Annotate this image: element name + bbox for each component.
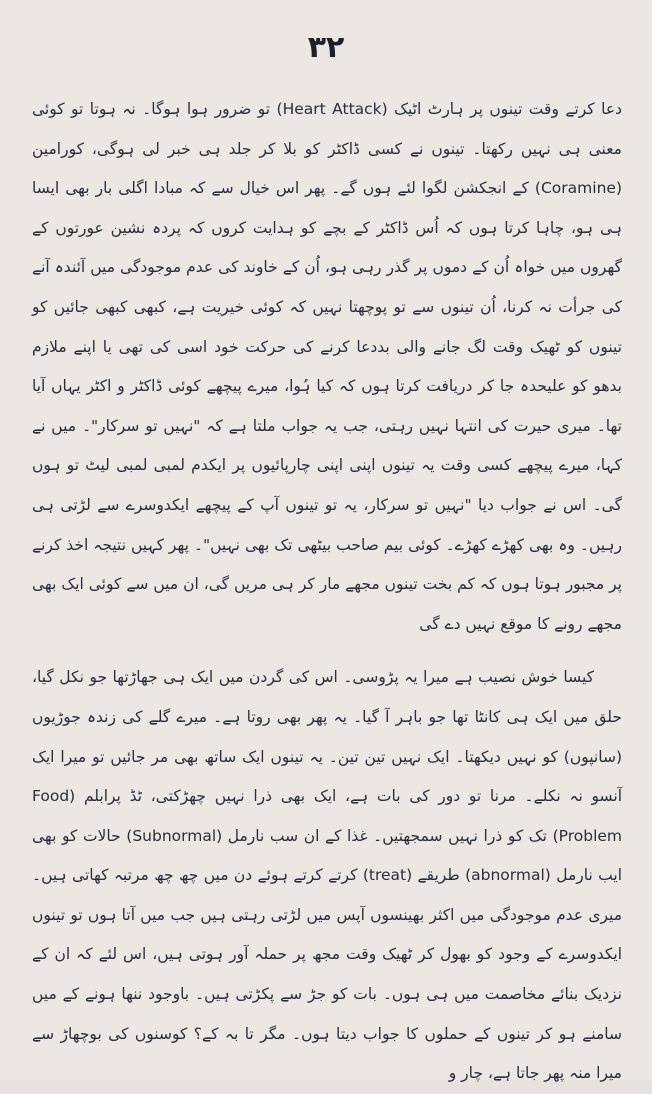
paragraph-1: دعا کرتے وقت تینوں پر ہارٹ اٹیک (Heart Attack) تو ضرور ہوا ہوگا۔ نہ ہوتا تو کوئی معنی ہی نہیں رکھتا۔ تینوں نے کسی ڈاکٹر کو بلا کر جلد ہی خبر لی ہوگی، کورامین (Coramine) کے انجکشن لگوا لئے ہوں گے۔ پھر اس خیال سے کہ مبادا اگلی بار بھی ایسا ہی ہو، چاہا کرتا ہوں کہ اُس ڈاکٹر کے بچے کو ہدایت کروں کہ پردہ نشین عورتوں کے گھروں میں خواہ اُن کے دموں پر گذر رہی ہو، اُن کے خاوند کی عدم موجودگی میں آئندہ آنے کی جرأت نہ کرنا، اُن تینوں سے تو پوچھتا نہیں کہ کوئی خیریت ہے، کبھی کبھی جائیں کو تینوں کو ٹھیک وقت لگ جانے والی بددعا کرنے کی حرکت خود اسی کی تھی یا اپنے ملازم بدھو کو علیحدہ جا کر دریافت کرتا ہوں کہ کیا ہُوا، میرے پیچھے کوئی ڈاکٹر و اکٹر یہاں آیا تھا۔ میری حیرت کی انتہا نہیں رہتی، جب یہ جواب ملتا ہے کہ "نہیں تو سرکار"۔ میں نے کہا، میرے پیچھے کسی وقت یہ تینوں اپنی اپنی چارپائیوں پر ایکدم لمبی لمبی لیٹ تو ہوں گی۔ اس نے جواب دیا "نہیں تو سرکار، یہ تو تینوں آپ کے پیچھے ایکدوسرے سے لڑتی ہی رہیں۔ وہ بھی کھڑے کھڑے۔ کوئی بیم صاحب بیٹھی تک بھی نہیں"۔ پھر کہیں نتیجہ اخذ کرنے پر مجبور ہوتا ہوں کہ کم بخت تینوں مجھے مار کر ہی مریں گی، ان میں سے کوئی ایک بھی مجھے رونے کا موقع نہیں دے گی bbox=[32, 100, 622, 633]
paragraph-2: کیسا خوش نصیب ہے میرا یہ پڑوسی۔ اس کی گردن میں ایک ہی جھاڑتھا جو نکل گیا، حلق میں ایک ہی کانٹا تھا جو باہر آ گیا۔ یہ پھر بھی روتا ہے۔ میرے گلے کی زندہ جوڑیوں (سانپوں) کو نہیں دیکھتا۔ ایک نہیں تین تین۔ یہ تینوں ایک ساتھ بھی مر جائیں تو میرا ایک آنسو نہ نکلے۔ مرنا تو دور کی بات ہے، ایک بھی ذرا نہیں چھڑکتی، ٹڈ پرابلم (Food Problem) تک کو ذرا نہیں سمجھتیں۔ غذا کے ان سب نارمل (Subnormal) حالات کو بھی ایب نارمل (abnormal) طریقے (treat) کرتے کرتے ہوئے دن میں چھ چھ مرتبہ کھاتی ہیں۔ میری عدم موجودگی میں اکثر بھینسوں آپس میں لڑتی رہتی ہیں جب میں آتا ہوں تو تینوں ایکدوسرے کے وجود کو بھول کر ٹھیک وقت مجھ پر حملہ آور ہوتی ہیں، اس لئے کہ ان کے نزدیک بنائے مخاصمت میں ہی ہوں۔ بات کو جڑ سے پکڑتی ہیں۔ باوجود ننھا ہونے کے میں سامنے ہو کر تینوں کے حملوں کا جواب دیتا ہوں۔ مگر تا بہ کے؟ کوسنوں کی بوچھاڑ سے میرا منہ پھر جاتا ہے، چار و bbox=[32, 668, 623, 1083]
body-text bbox=[32, 90, 622, 1094]
page-number: ۳۲ bbox=[307, 30, 345, 65]
